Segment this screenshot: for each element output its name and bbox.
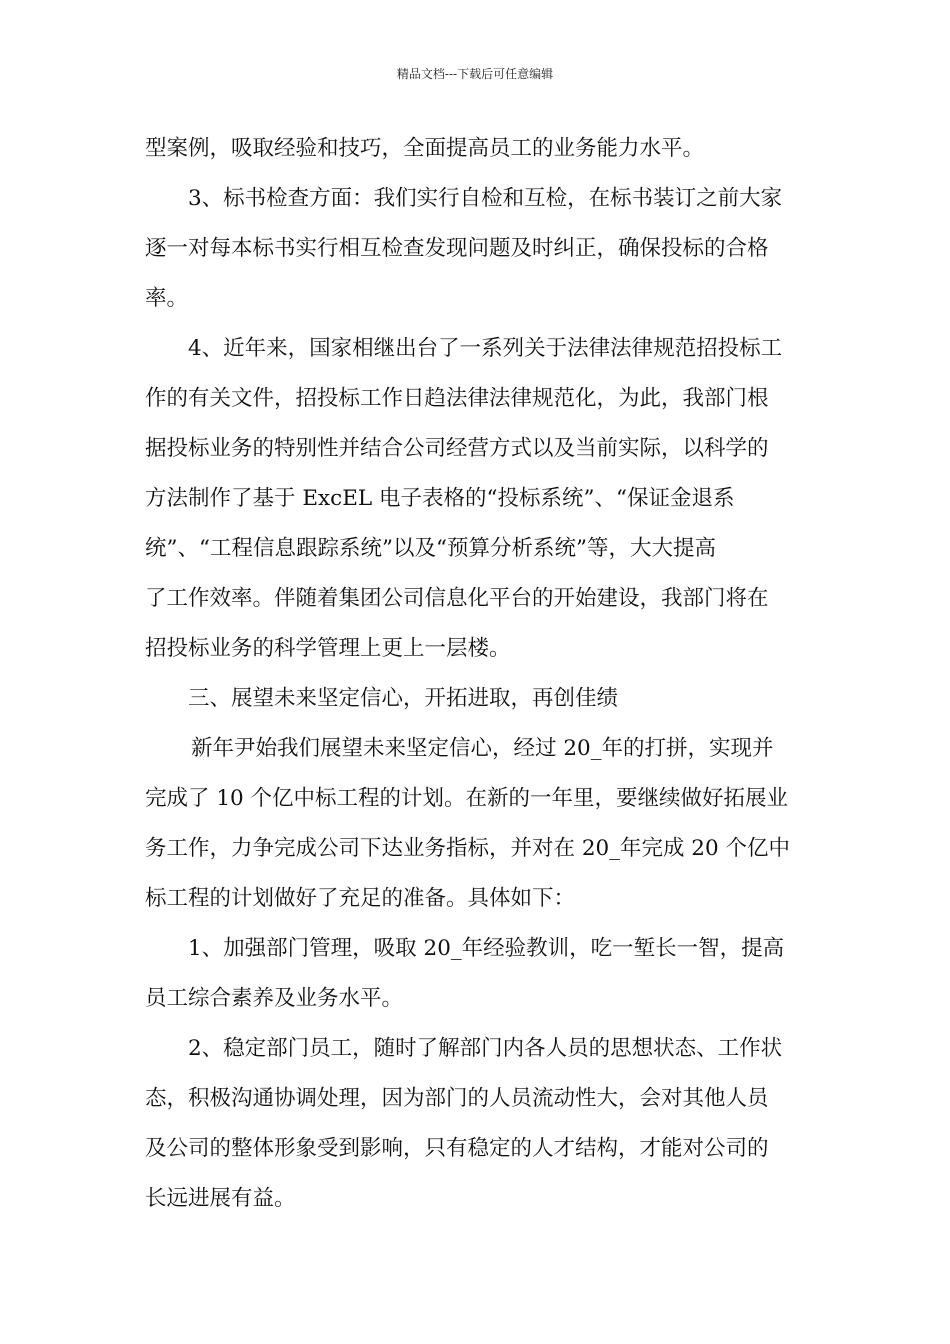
text-line: 据投标业务的特别性并结合公司经营方式以及当前实际，以科学的 [145, 436, 769, 461]
text-line: 了工作效率。伴随着集团公司信息化平台的开始建设，我部门将在 [145, 586, 769, 611]
text-line: 4、近年来，国家相继出台了一系列关于法律法律规范招投标工 [188, 336, 783, 361]
text-line: 逐一对每本标书实行相互检查发现问题及时纠正，确保投标的合格 [145, 236, 769, 261]
text-line: 招投标业务的科学管理上更上一层楼。 [145, 636, 511, 661]
text-line: 方法制作了基于 ExcEL 电子表格的“投标系统”、“保证金退系 [145, 486, 735, 511]
document-body [145, 124, 807, 1224]
text-line: 完成了 10 个亿中标工程的计划。在新的一年里，要继续做好拓展业 [145, 786, 789, 811]
section-heading: 三、展望未来坚定信心，开拓进取，再创佳绩 [188, 686, 619, 711]
text-line: 2、稳定部门员工，随时了解部门内各人员的思想状态、工作状 [188, 1036, 783, 1061]
text-line: 率。 [145, 286, 189, 311]
text-line: 长远进展有益。 [145, 1186, 296, 1211]
text-line: 员工综合素养及业务水平。 [145, 986, 404, 1011]
text-line: 态，积极沟通协调处理，因为部门的人员流动性大，会对其他人员 [145, 1086, 769, 1111]
text-line: 3、标书检查方面：我们实行自检和互检，在标书装订之前大家 [188, 186, 783, 211]
text-line: 务工作，力争完成公司下达业务指标，并对在 20_年完成 20 个亿中 [145, 836, 790, 861]
text-line: 1、加强部门管理，吸取 20_年经验教训，吃一堑长一智，提高 [188, 936, 785, 961]
text-line: 标工程的计划做好了充足的准备。具体如下： [145, 886, 576, 911]
text-line: 统”、“工程信息跟踪系统”以及“预算分析系统”等，大大提高 [145, 536, 716, 561]
text-line: 及公司的整体形象受到影响，只有稳定的人才结构，才能对公司的 [145, 1136, 769, 1161]
text-line: 新年尹始我们展望未来坚定信心，经过 20_年的打拼，实现并 [191, 736, 774, 761]
text-line: 型案例，吸取经验和技巧，全面提高员工的业务能力水平。 [145, 136, 705, 161]
text-line: 作的有关文件，招投标工作日趋法律法律规范化，为此，我部门根 [145, 386, 769, 411]
page-header-note: 精品文档---下载后可任意编辑 [396, 67, 554, 81]
